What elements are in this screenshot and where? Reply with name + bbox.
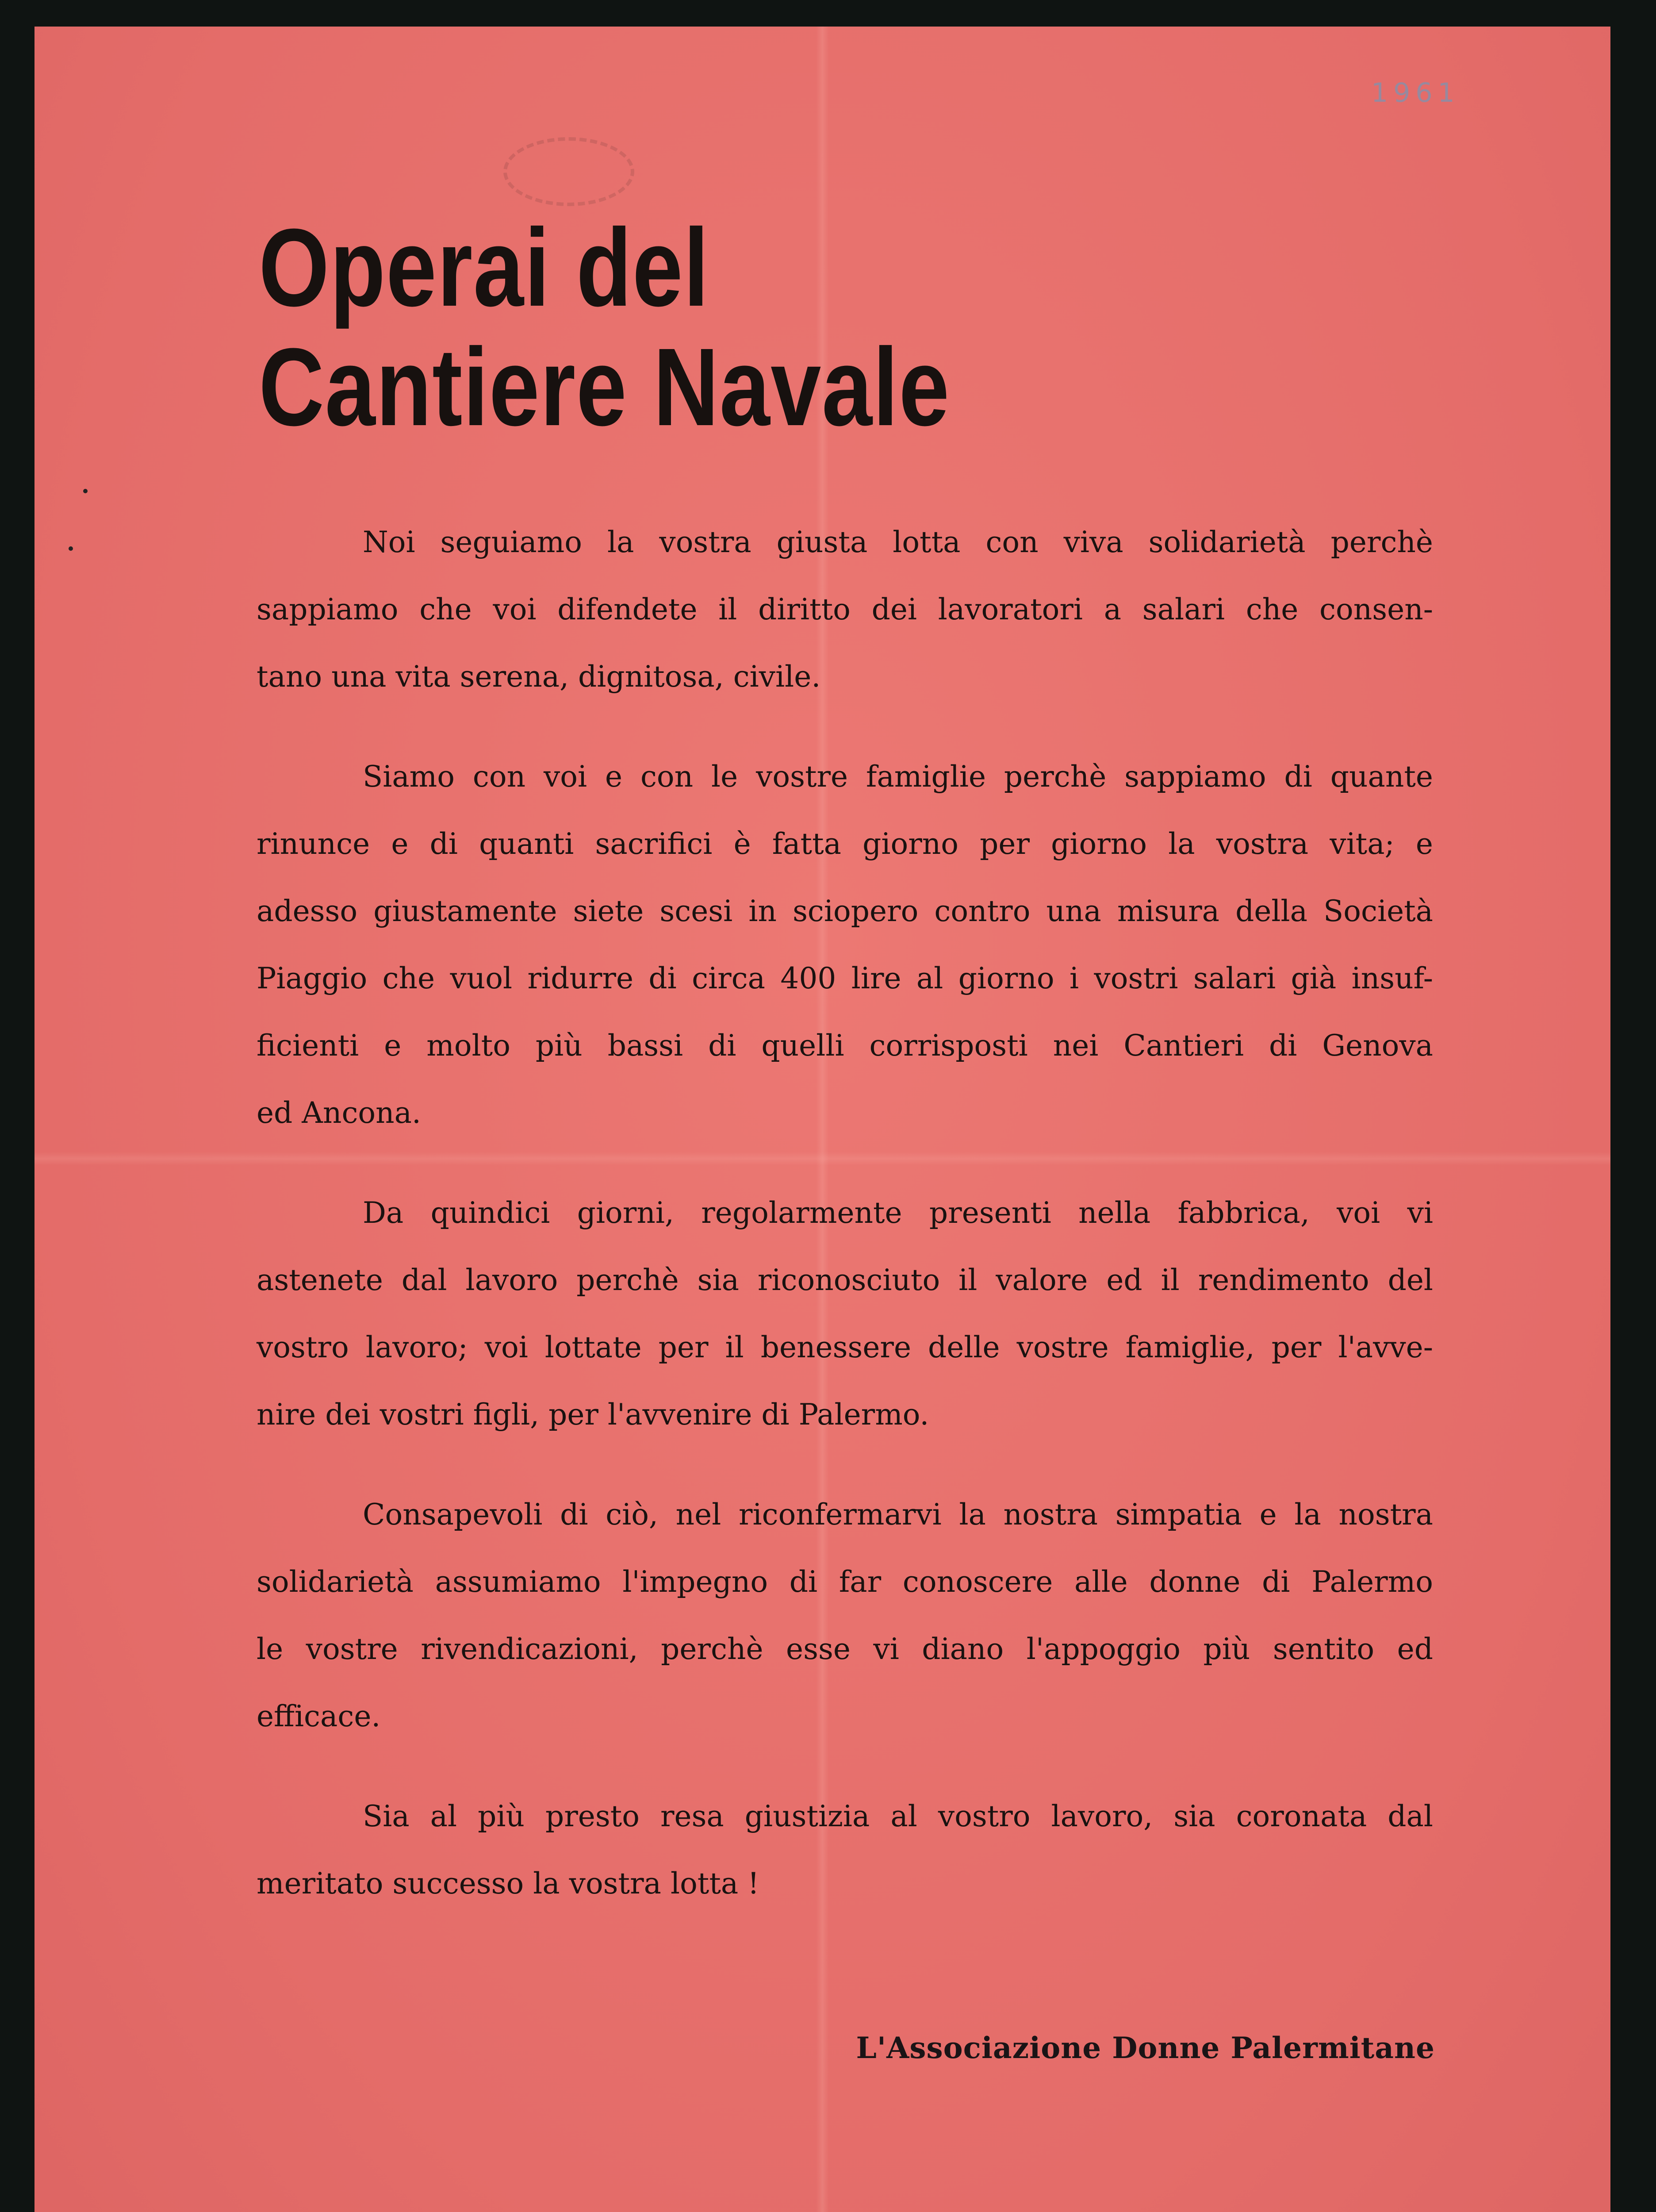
- paragraph-4: [257, 1481, 1433, 1750]
- text-line: efficace.: [257, 1699, 381, 1733]
- text-line: vostro lavoro; voi lottate per il benessere delle vostre famiglie, per l'avve-: [257, 1330, 1433, 1364]
- text-line: ficienti e molto più bassi di quelli corrisposti nei Cantieri di Genova: [257, 1029, 1433, 1063]
- text-line: Noi seguiamo la vostra giusta lotta con viva solidarietà perchè: [363, 525, 1433, 559]
- text-line: Siamo con voi e con le vostre famiglie perchè sappiamo di quante: [363, 760, 1433, 794]
- title-line-2: Cantiere Navale: [259, 325, 950, 449]
- paragraph-5: [257, 1783, 1433, 1917]
- text-line: astenete dal lavoro perchè sia riconosciuto il valore ed il rendimento del: [257, 1263, 1433, 1297]
- text-line: le vostre rivendicazioni, perchè esse vi diano l'appoggio più sentito ed: [257, 1632, 1433, 1666]
- text-line: Piaggio che vuol ridurre di circa 400 lire al giorno i vostri salari già insuf-: [257, 961, 1433, 995]
- text-line: adesso giustamente siete scesi in sciopero contro una misura della Società: [257, 894, 1433, 928]
- paper-speck: [69, 546, 73, 551]
- faded-stamp-mark: [503, 137, 634, 206]
- text-line: Da quindici giorni, regolarmente presenti nella fabbrica, voi vi: [363, 1196, 1433, 1230]
- text-line: Consapevoli di ciò, nel riconfermarvi la nostra simpatia e la nostra: [363, 1498, 1433, 1532]
- text-line: Sia al più presto resa giustizia al vostro lavoro, sia coronata dal: [363, 1799, 1433, 1833]
- text-line: sappiamo che voi difendete il diritto dei lavoratori a salari che consen-: [257, 592, 1433, 626]
- signature: L'Associazione Donne Palermitane: [856, 2031, 1435, 2065]
- text-line: meritato successo la vostra lotta !: [257, 1866, 759, 1901]
- text-line: tano una vita serena, dignitosa, civile.: [257, 660, 821, 694]
- text-line: solidarietà assumiamo l'impegno di far conoscere alle donne di Palermo: [257, 1565, 1433, 1599]
- leaflet-title: [259, 208, 950, 447]
- title-line-1: Operai del: [259, 206, 709, 329]
- paragraph-1: [257, 509, 1433, 710]
- paper-speck: [83, 489, 88, 493]
- paragraph-2: [257, 743, 1433, 1147]
- leaflet-body: [257, 509, 1433, 1950]
- text-line: rinunce e di quanti sacrifici è fatta giorno per giorno la vostra vita; e: [257, 827, 1433, 861]
- text-line: nire dei vostri figli, per l'avvenire di Palermo.: [257, 1398, 929, 1432]
- text-line: ed Ancona.: [257, 1096, 421, 1130]
- pencil-annotation-year: 1961: [1371, 77, 1460, 108]
- paragraph-3: [257, 1179, 1433, 1448]
